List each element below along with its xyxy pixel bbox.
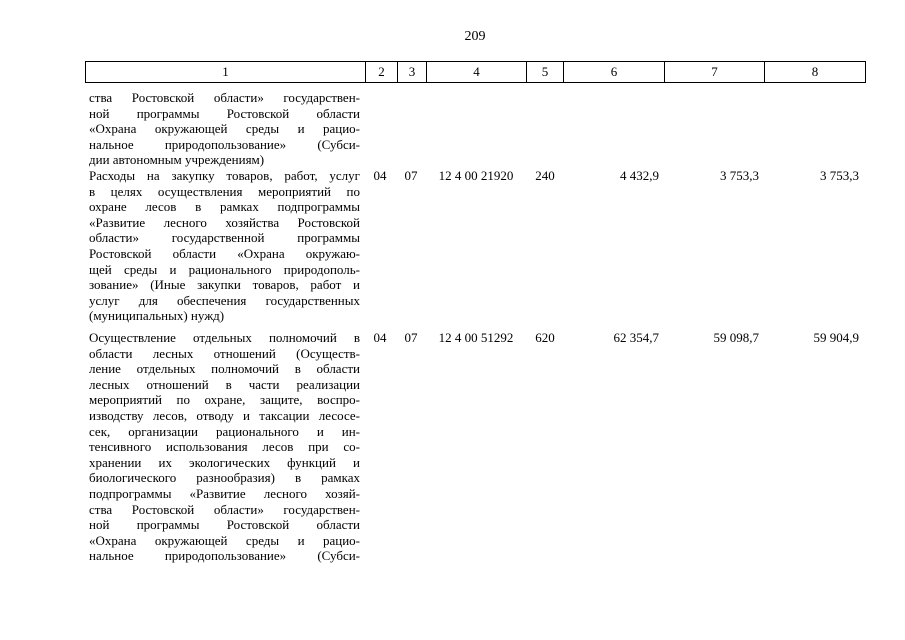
description-line: области лесных отношений (Осуществ-: [89, 345, 360, 361]
description-line: изводству лесов, отводу и таксации лесосе-: [89, 407, 360, 423]
description-line: щей среды и рационального природополь-: [89, 261, 360, 277]
description-line: мероприятий по охране, защите, воспро-: [89, 392, 360, 408]
cell-section: 04: [373, 330, 387, 345]
page-number: 209: [464, 29, 486, 44]
cell-amount-col7: 59 098,7: [713, 330, 759, 345]
description-line: дии автономным учреждениям): [89, 152, 265, 168]
column-header-4: 4: [427, 62, 527, 83]
description-line: области» государственной программы: [89, 230, 360, 246]
cell-amount-col7: 3 753,3: [720, 168, 759, 183]
description-line: Осуществление отдельных полномочий в: [89, 330, 360, 345]
description-line: Расходы на закупку товаров, работ, услуг: [89, 168, 360, 183]
description-line: ной программы Ростовской области: [89, 105, 360, 121]
cell-target-article: 12 4 00 21920: [438, 168, 514, 183]
description-line: тенсивного использования лесов при со-: [89, 439, 360, 455]
description-line: хранении их экологических функций и: [89, 454, 360, 470]
cell-expense-type: 240: [535, 168, 555, 183]
column-header-2: 2: [366, 62, 398, 83]
description-line: зование» (Иные закупки товаров, работ и: [89, 277, 360, 293]
description-line: «Развитие лесного хозяйства Ростовской: [89, 214, 360, 230]
cell-subsection: 07: [404, 330, 418, 345]
description-line: сек, организации рационального и ин-: [89, 423, 360, 439]
description-line: «Охрана окружающей среды и рацио-: [89, 121, 360, 137]
cell-amount-col8: 3 753,3: [820, 168, 859, 183]
column-header-3: 3: [398, 62, 427, 83]
column-header-6: 6: [564, 62, 665, 83]
description-line: Ростовской области «Охрана окружаю-: [89, 245, 360, 261]
description-line: лесных отношений в части реализации: [89, 376, 360, 392]
description-line: биологического разнообразия) в рамках: [89, 470, 360, 486]
cell-amount-col6: 62 354,7: [613, 330, 659, 345]
description-line: (муниципальных) нужд): [89, 308, 225, 324]
row-description: [89, 90, 360, 168]
description-line: ление отдельных полномочий в области: [89, 361, 360, 377]
column-header-7: 7: [665, 62, 765, 83]
column-header-8: 8: [765, 62, 866, 83]
cell-target-article: 12 4 00 51292: [438, 330, 514, 345]
cell-amount-col6: 4 432,9: [620, 168, 659, 183]
description-line: услуг для обеспечения государственных: [89, 292, 360, 308]
description-line: ства Ростовской области» государствен-: [89, 90, 360, 105]
description-line: охране лесов в рамках подпрограммы: [89, 199, 360, 215]
description-line: в целях осуществления мероприятий по: [89, 183, 360, 199]
description-line: ства Ростовской области» государствен-: [89, 501, 360, 517]
cell-amount-col8: 59 904,9: [813, 330, 859, 345]
row-description: [89, 330, 360, 564]
row-description: [89, 168, 360, 324]
description-line: нальное природопользование» (Субси-: [89, 548, 360, 564]
description-line: ной программы Ростовской области: [89, 517, 360, 533]
cell-subsection: 07: [404, 168, 418, 183]
description-line: подпрограммы «Развитие лесного хозяй-: [89, 485, 360, 501]
description-line: «Охрана окружающей среды и рацио-: [89, 532, 360, 548]
column-header-row: [85, 61, 866, 83]
column-header-5: 5: [527, 62, 564, 83]
description-line: нальное природопользование» (Субси-: [89, 136, 360, 152]
column-header-1: 1: [86, 62, 366, 83]
cell-section: 04: [373, 168, 387, 183]
cell-expense-type: 620: [535, 330, 555, 345]
